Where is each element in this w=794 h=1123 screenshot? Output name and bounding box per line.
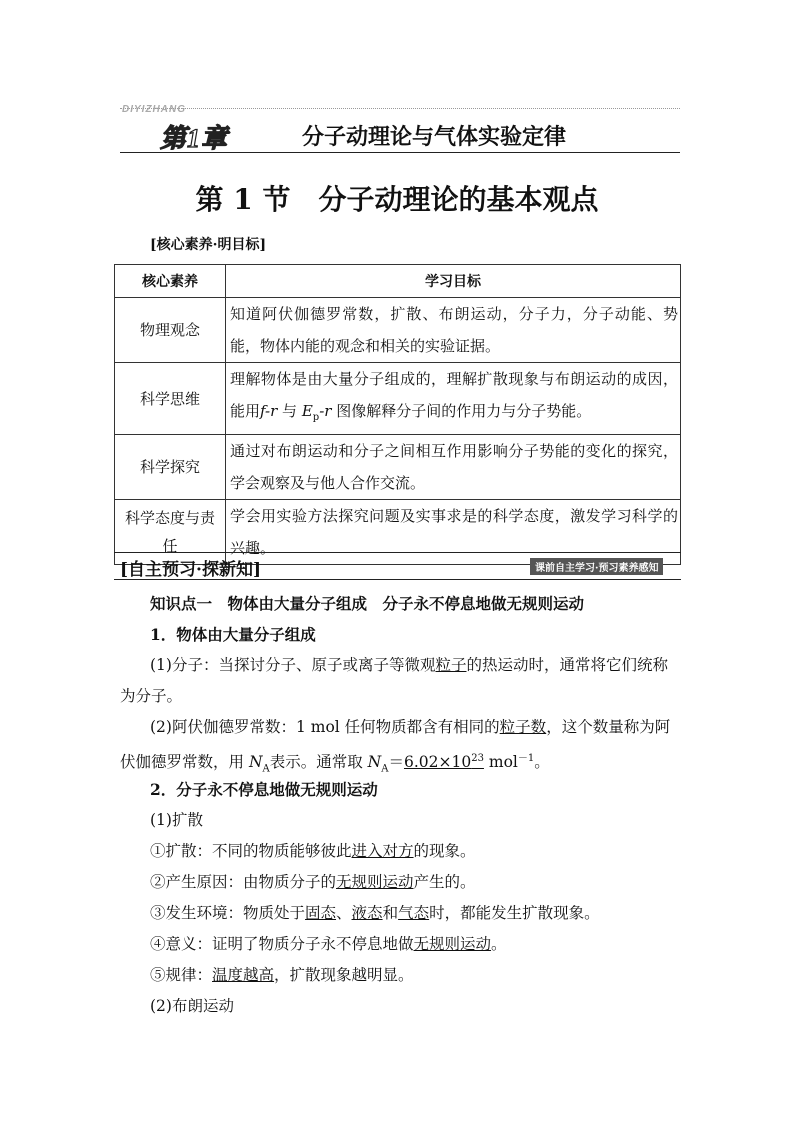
literacy-cell: 科学思维 <box>115 363 226 435</box>
chapter-badge: 第1章 <box>160 124 229 153</box>
subheading-2: 2．分子永不停息地做无规则运动 <box>150 780 378 799</box>
goal-cell: 理解物体是由大量分子组成的，理解扩散现象与布朗运动的成因，能用f-r 与 $E_p-r$ 图像解释分子间的作用力与分子势能。 <box>226 363 681 435</box>
diffusion-item: ①扩散：不同的物质能够彼此进入对方的现象。 <box>150 842 476 860</box>
goals-table <box>114 264 681 565</box>
table-row <box>115 363 681 435</box>
section-bar-title: [自主预习·探新知] <box>120 560 262 580</box>
header-dotted-rule <box>120 108 680 109</box>
header-rule <box>120 152 680 153</box>
goal-cell: 学会用实验方法探究问题及实事求是的科学态度，激发学习科学的兴趣。 <box>226 500 681 565</box>
literacy-cell: 科学探究 <box>115 435 226 500</box>
col-header-literacy: 核心素养 <box>115 265 226 298</box>
subheading-1: 1．物体由大量分子组成 <box>150 625 316 644</box>
diffusion-item: ⑤规律：温度越高，扩散现象越明显。 <box>150 966 414 984</box>
goal-cell: 通过对布朗运动和分子之间相互作用影响分子势能的变化的探究，学会观察及与他人合作交流。 <box>226 435 681 500</box>
paragraph-avogadro: (2)阿伏伽德罗常数：1 mol 任何物质都含有相同的粒子数，这个数量称为阿伏伽德罗常数，用 $N_A$表示。通常取 $N_A=6.02\times 10^{23}$ mol$^{-1}$。 <box>120 718 671 775</box>
diffusion-item: ④意义：证明了物质分子永不停息地做无规则运动。 <box>150 935 507 953</box>
core-goals-label: [核心素养·明目标] <box>150 237 267 253</box>
chapter-pinyin: DIYIZHANG <box>122 104 186 115</box>
chapter-title: 分子动理论与气体实验定律 <box>302 124 567 150</box>
paragraph-molecule: (1)分子：当探讨分子、原子或离子等微观粒子的热运动时，通常将它们统称为分子。 <box>120 656 668 705</box>
col-header-goals: 学习目标 <box>226 265 681 298</box>
literacy-cell: 物理观念 <box>115 298 226 363</box>
knowledge-point-title: 知识点一 物体由大量分子组成 分子永不停息地做无规则运动 <box>150 594 585 613</box>
diffusion-title: (1)扩散 <box>150 811 203 829</box>
diffusion-item: ②产生原因：由物质分子的无规则运动产生的。 <box>150 873 476 891</box>
table-row <box>115 298 681 363</box>
section-title: 第 1 节 分子动理论的基本观点 <box>195 183 599 216</box>
table-row <box>115 435 681 500</box>
section-bar-tag: 课前自主学习·预习素养感知 <box>530 558 663 575</box>
brownian-title: (2)布朗运动 <box>150 997 234 1015</box>
goal-cell: 知道阿伏伽德罗常数，扩散、布朗运动，分子力，分子动能、势能，物体内能的观念和相关的实验证据。 <box>226 298 681 363</box>
literacy-cell: 科学态度与责任 <box>115 500 226 565</box>
table-header-row <box>115 265 681 298</box>
diffusion-item: ③发生环境：物质处于固态、液态和气态时，都能发生扩散现象。 <box>150 904 600 922</box>
